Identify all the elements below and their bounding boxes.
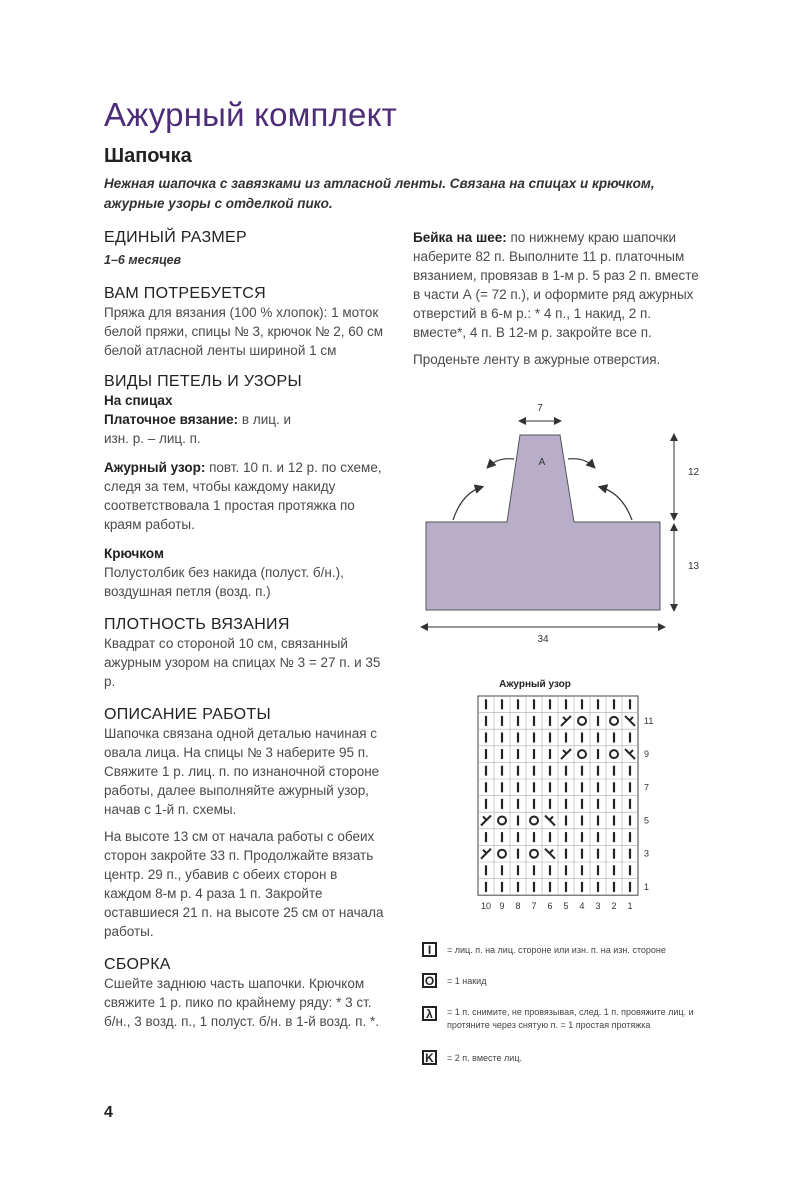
legend-text-knit: = лиц. п. на лиц. стороне или изн. п. на изн. стороне bbox=[447, 945, 666, 955]
types-heading: ВИДЫ ПЕТЕЛЬ И УЗОРЫ bbox=[104, 373, 302, 390]
fold-arrow-left-upper bbox=[488, 459, 514, 467]
garter-text: в лиц. и изн. р. – лиц. п. bbox=[104, 412, 292, 446]
top-width-label: 7 bbox=[537, 403, 543, 414]
chart-col-number: 4 bbox=[579, 901, 585, 912]
chart-col-number: 10 bbox=[480, 901, 492, 912]
chart-col-number: 3 bbox=[595, 901, 601, 912]
legend-item-k2tog bbox=[422, 1050, 707, 1065]
chart-row-number: 5 bbox=[644, 815, 650, 826]
right-column bbox=[413, 228, 701, 369]
hat-schematic bbox=[410, 395, 710, 645]
legend-text-yarn-over: = 1 накид bbox=[447, 976, 487, 986]
lace-label: Ажурный узор: bbox=[104, 460, 206, 475]
crochet-subheading: Крючком bbox=[104, 546, 164, 561]
chart-col-number: 2 bbox=[611, 901, 617, 912]
garter-paragraph bbox=[104, 410, 314, 448]
legend-item-yarn-over bbox=[422, 973, 707, 988]
chart-row-number: 1 bbox=[644, 881, 650, 892]
legend-item-slip-decrease bbox=[422, 1006, 709, 1032]
section-subtitle: Шапочка bbox=[104, 145, 192, 167]
gauge-heading: ПЛОТНОСТЬ ВЯЗАНИЯ bbox=[104, 616, 290, 633]
k2tog-icon: K bbox=[422, 1050, 437, 1065]
need-heading: ВАМ ПОТРЕБУЕТСЯ bbox=[104, 285, 266, 302]
page-number: 4 bbox=[104, 1104, 113, 1121]
chart-col-number: 1 bbox=[627, 901, 633, 912]
chart-row-number: 11 bbox=[644, 715, 654, 726]
chart-col-number: 6 bbox=[547, 901, 553, 912]
neck-paragraph bbox=[413, 228, 701, 342]
upper-height-label: 12 bbox=[688, 467, 700, 478]
part-a-label: A bbox=[538, 457, 546, 468]
gauge-text: Квадрат со стороной 10 см, связанный ажурным узором на спицах № 3 = 27 п. и 35 р. bbox=[104, 636, 381, 689]
neck-text: по нижнему краю шапочки наберите 82 п. Выполните 11 р. платочным вязанием, провязав в 1-м р. 5 раз 2 п. вместе в части А (= 72 п.), и оформите ряд ажурных отверстий в 6-м р.: * 4 п., 1 накид, 2 п. вместе*, 4 п. В 12-м р. закройте все п. bbox=[413, 230, 699, 340]
assembly-text: Сшейте заднюю часть шапочки. Крючком свяжите 1 р. пико по крайнему ряду: * 3 ст. б/н., 3 возд. п., 1 полуст. б/н. в 1-й возд. п. *. bbox=[104, 976, 379, 1029]
chart-col-number: 7 bbox=[531, 901, 537, 912]
chart-col-number: 5 bbox=[563, 901, 569, 912]
chart-col-number: 9 bbox=[499, 901, 505, 912]
desc-heading: ОПИСАНИЕ РАБОТЫ bbox=[104, 706, 271, 723]
chart-title: Ажурный узор bbox=[499, 679, 571, 690]
chart-row-number: 9 bbox=[644, 749, 650, 760]
lace-paragraph bbox=[104, 458, 386, 534]
legend-text-slip-decrease: = 1 п. снимите, не провязывая, след. 1 п. провяжите лиц. и протяните через снятую п. = 1 простая протяжка bbox=[447, 1007, 694, 1030]
fold-arrow-right-upper bbox=[568, 459, 594, 467]
legend-item-knit bbox=[422, 942, 707, 957]
neck-label: Бейка на шее: bbox=[413, 230, 507, 245]
desc-text-2: На высоте 13 см от начала работы с обеих сторон закройте 33 п. Продолжайте вязать центр. 29 п., убавив с обеих сторон в каждом 8-м р. 4 раза 1 п. Закройте оставшиеся 21 п. на высоте 25 см от начала работы. bbox=[104, 829, 384, 939]
bottom-width-label: 34 bbox=[537, 634, 549, 645]
needles-subheading: На спицах bbox=[104, 393, 173, 408]
size-value: 1–6 месяцев bbox=[104, 253, 182, 267]
fold-arrow-right-lower bbox=[600, 487, 632, 520]
garter-label: Платочное вязание: bbox=[104, 412, 239, 427]
lace-text: повт. 10 п. и 12 р. по схеме, следя за тем, чтобы каждому накиду соответствовала 1 простая протяжка по краям работы. bbox=[104, 460, 382, 532]
assembly-heading: СБОРКА bbox=[104, 956, 171, 973]
crochet-text: Полустолбик без накида (полуст. б/н.), воздушная петля (возд. п.) bbox=[104, 565, 344, 599]
knit-stitch-icon: I bbox=[422, 942, 437, 957]
chart-row-number: 3 bbox=[644, 848, 650, 859]
chart-col-number: 8 bbox=[515, 901, 521, 912]
chart-row-number: 7 bbox=[644, 782, 650, 793]
size-heading: ЕДИНЫЙ РАЗМЕР bbox=[104, 229, 248, 246]
left-column bbox=[104, 228, 386, 1031]
page-title: Ажурный комплект bbox=[104, 96, 397, 133]
slip-decrease-icon: λ bbox=[422, 1006, 437, 1021]
lower-height-label: 13 bbox=[688, 561, 700, 572]
need-text: Пряжа для вязания (100 % хлопок): 1 моток белой пряжи, спицы № 3, крючок № 2, 60 см белой атласной ленты шириной 1 см bbox=[104, 305, 384, 358]
fold-arrow-left-lower bbox=[453, 487, 482, 520]
desc-text-1: Шапочка связана одной деталью начиная с овала лица. На спицы № 3 наберите 95 п. Свяжите 1 р. лиц. п. по изнаночной стороне работы, далее выполняйте ажурный узор, начав с 1-й п. схемы. bbox=[104, 726, 380, 817]
intro-text: Нежная шапочка с завязками из атласной ленты. Связана на спицах и крючком, ажурные узоры с отделкой пико. bbox=[104, 176, 655, 211]
stitch-chart bbox=[470, 672, 670, 917]
legend-text-k2tog: = 2 п. вместе лиц. bbox=[447, 1053, 522, 1063]
yarn-over-icon: O bbox=[422, 973, 437, 988]
ribbon-text: Проденьте ленту в ажурные отверстия. bbox=[413, 352, 661, 367]
